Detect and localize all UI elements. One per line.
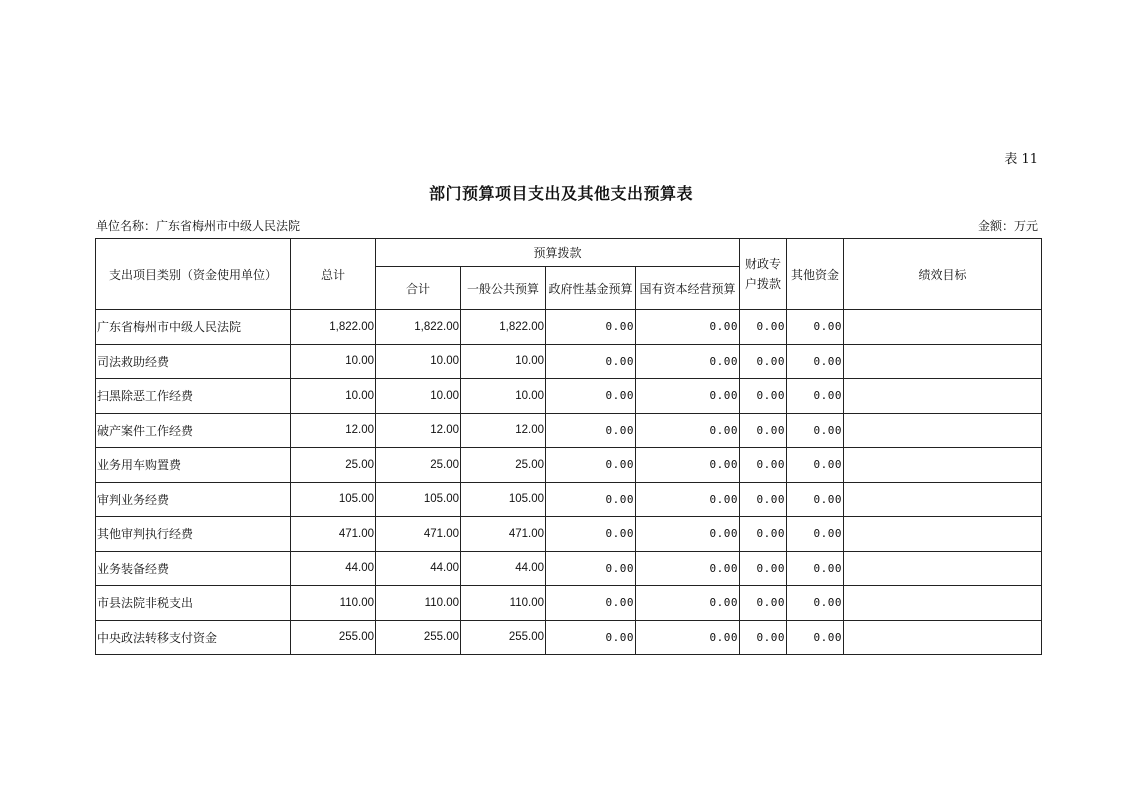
row-name: 扫黑除恶工作经费 [96,379,291,414]
header-performance: 绩效目标 [844,239,1042,310]
row-general: 12.00 [461,413,546,448]
row-fiscal-special: 0.00 [740,413,787,448]
row-other: 0.00 [787,413,844,448]
header-subtotal: 合计 [376,267,461,310]
row-subtotal: 1,822.00 [376,310,461,345]
row-other: 0.00 [787,310,844,345]
row-total: 10.00 [291,344,376,379]
header-budget-allocation: 预算拨款 [376,239,740,267]
row-gov-fund: 0.00 [546,620,636,655]
row-general: 10.00 [461,344,546,379]
row-fiscal-special: 0.00 [740,310,787,345]
row-performance [844,413,1042,448]
row-subtotal: 105.00 [376,482,461,517]
row-fiscal-special: 0.00 [740,551,787,586]
row-general: 44.00 [461,551,546,586]
row-performance [844,551,1042,586]
row-performance [844,586,1042,621]
row-total: 110.00 [291,586,376,621]
row-subtotal: 12.00 [376,413,461,448]
row-subtotal: 10.00 [376,379,461,414]
row-gov-fund: 0.00 [546,448,636,483]
row-general: 105.00 [461,482,546,517]
row-fiscal-special: 0.00 [740,379,787,414]
table-row [96,448,1042,483]
row-state-capital: 0.00 [636,517,740,552]
row-gov-fund: 0.00 [546,482,636,517]
table-number: 表 11 [1004,152,1038,167]
row-state-capital: 0.00 [636,620,740,655]
header-other-funds: 其他资金 [787,239,844,310]
header-category: 支出项目类别（资金使用单位） [96,239,291,310]
row-performance [844,379,1042,414]
row-total: 12.00 [291,413,376,448]
row-general: 110.00 [461,586,546,621]
row-state-capital: 0.00 [636,413,740,448]
row-name: 其他审判执行经费 [96,517,291,552]
row-name: 司法救助经费 [96,344,291,379]
row-other: 0.00 [787,620,844,655]
unit-name: 单位名称：广东省梅州市中级人民法院 [96,219,301,233]
row-state-capital: 0.00 [636,344,740,379]
table-row [96,310,1042,345]
header-total: 总计 [291,239,376,310]
row-name: 审判业务经费 [96,482,291,517]
header-gov-fund: 政府性基金预算 [546,267,636,310]
row-fiscal-special: 0.00 [740,517,787,552]
row-other: 0.00 [787,482,844,517]
table-row [96,344,1042,379]
row-gov-fund: 0.00 [546,344,636,379]
row-other: 0.00 [787,517,844,552]
row-general: 471.00 [461,517,546,552]
header-row-1 [96,239,1042,267]
table-row [96,413,1042,448]
table-row [96,517,1042,552]
row-gov-fund: 0.00 [546,310,636,345]
row-state-capital: 0.00 [636,310,740,345]
table-header [96,239,1042,310]
row-subtotal: 25.00 [376,448,461,483]
row-total: 44.00 [291,551,376,586]
row-state-capital: 0.00 [636,379,740,414]
row-performance [844,344,1042,379]
row-name: 业务装备经费 [96,551,291,586]
table-body [96,310,1042,655]
row-subtotal: 44.00 [376,551,461,586]
row-state-capital: 0.00 [636,586,740,621]
row-state-capital: 0.00 [636,448,740,483]
row-general: 1,822.00 [461,310,546,345]
header-fiscal-special: 财政专户拨款 [740,239,787,310]
row-other: 0.00 [787,551,844,586]
table-row [96,379,1042,414]
row-total: 25.00 [291,448,376,483]
row-name: 破产案件工作经费 [96,413,291,448]
row-general: 10.00 [461,379,546,414]
table-row [96,482,1042,517]
header-general-public: 一般公共预算 [461,267,546,310]
row-general: 255.00 [461,620,546,655]
table-row [96,620,1042,655]
row-name: 市县法院非税支出 [96,586,291,621]
row-subtotal: 471.00 [376,517,461,552]
header-state-capital: 国有资本经营预算 [636,267,740,310]
row-total: 105.00 [291,482,376,517]
row-performance [844,517,1042,552]
row-subtotal: 110.00 [376,586,461,621]
row-name: 业务用车购置费 [96,448,291,483]
row-fiscal-special: 0.00 [740,344,787,379]
row-other: 0.00 [787,586,844,621]
row-total: 1,822.00 [291,310,376,345]
row-state-capital: 0.00 [636,551,740,586]
row-subtotal: 255.00 [376,620,461,655]
row-performance [844,448,1042,483]
row-other: 0.00 [787,448,844,483]
row-total: 255.00 [291,620,376,655]
row-fiscal-special: 0.00 [740,586,787,621]
row-fiscal-special: 0.00 [740,482,787,517]
row-total: 471.00 [291,517,376,552]
row-other: 0.00 [787,344,844,379]
row-state-capital: 0.00 [636,482,740,517]
row-gov-fund: 0.00 [546,413,636,448]
row-gov-fund: 0.00 [546,586,636,621]
amount-unit: 金额：万元 [977,219,1038,233]
row-other: 0.00 [787,379,844,414]
row-performance [844,310,1042,345]
row-general: 25.00 [461,448,546,483]
page-title: 部门预算项目支出及其他支出预算表 [428,184,693,203]
row-total: 10.00 [291,379,376,414]
row-fiscal-special: 0.00 [740,448,787,483]
row-name: 广东省梅州市中级人民法院 [96,310,291,345]
row-gov-fund: 0.00 [546,551,636,586]
row-performance [844,620,1042,655]
row-fiscal-special: 0.00 [740,620,787,655]
table-row [96,551,1042,586]
row-name: 中央政法转移支付资金 [96,620,291,655]
row-gov-fund: 0.00 [546,379,636,414]
row-subtotal: 10.00 [376,344,461,379]
budget-table [95,238,1042,655]
row-performance [844,482,1042,517]
row-gov-fund: 0.00 [546,517,636,552]
table-row [96,586,1042,621]
